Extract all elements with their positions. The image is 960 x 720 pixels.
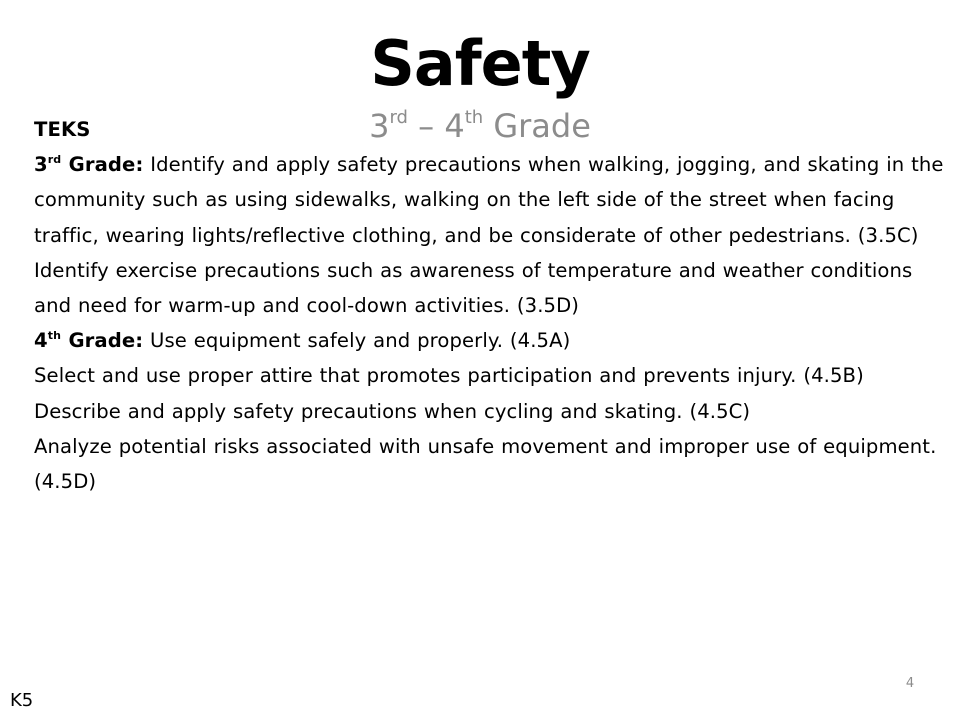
grade4-number: 4	[34, 329, 48, 353]
slide-number: 4	[905, 676, 915, 691]
grade3-number: 3	[34, 153, 48, 177]
grade3-item-1	[34, 147, 944, 253]
grade4-item-1-text: Use equipment safely and properly. (4.5A)	[143, 329, 571, 353]
grade3-item-1-text: Identify and apply safety precautions when walking, jogging, and skating in the community such as using sidewalks, walking on the left side of the street when facing traffic, wearing lights/reflective clothing, and be considerate of other pedestrians. (3.5C)	[34, 153, 944, 247]
grade4-item-4: Analyze potential risks associated with unsafe movement and improper use of equipment. (4.5D)	[34, 434, 937, 494]
grade4-item-3: Describe and apply safety precautions when cycling and skating. (4.5C)	[34, 399, 751, 423]
teks-heading: TEKS	[34, 118, 91, 141]
grade4-suffix: th	[47, 329, 62, 343]
subtitle-grade-start-suffix: rd	[389, 107, 408, 128]
corner-label: K5	[10, 690, 34, 711]
grade4-item-1	[34, 323, 944, 358]
subtitle-grade-word: Grade	[483, 107, 591, 145]
slide-title: Safety	[370, 27, 590, 100]
grade3-label-text: Grade:	[61, 153, 144, 177]
teks-body	[34, 112, 944, 499]
grade3-label	[34, 153, 143, 176]
subtitle-grade-start: 3	[369, 107, 390, 145]
subtitle-separator: –	[407, 107, 445, 145]
grade3-suffix: rd	[47, 153, 62, 167]
subtitle-grade-end: 4	[444, 107, 465, 145]
subtitle-grade-end-suffix: th	[464, 107, 484, 128]
grade3-item-2: Identify exercise precautions such as awareness of temperature and weather conditions and need for warm-up and cool-down activities. (3.5D)	[34, 258, 913, 318]
grade4-label-text: Grade:	[61, 329, 144, 353]
grade4-label	[34, 329, 143, 352]
grade4-item-2: Select and use proper attire that promotes participation and prevents injury. (4.5B)	[34, 364, 864, 388]
